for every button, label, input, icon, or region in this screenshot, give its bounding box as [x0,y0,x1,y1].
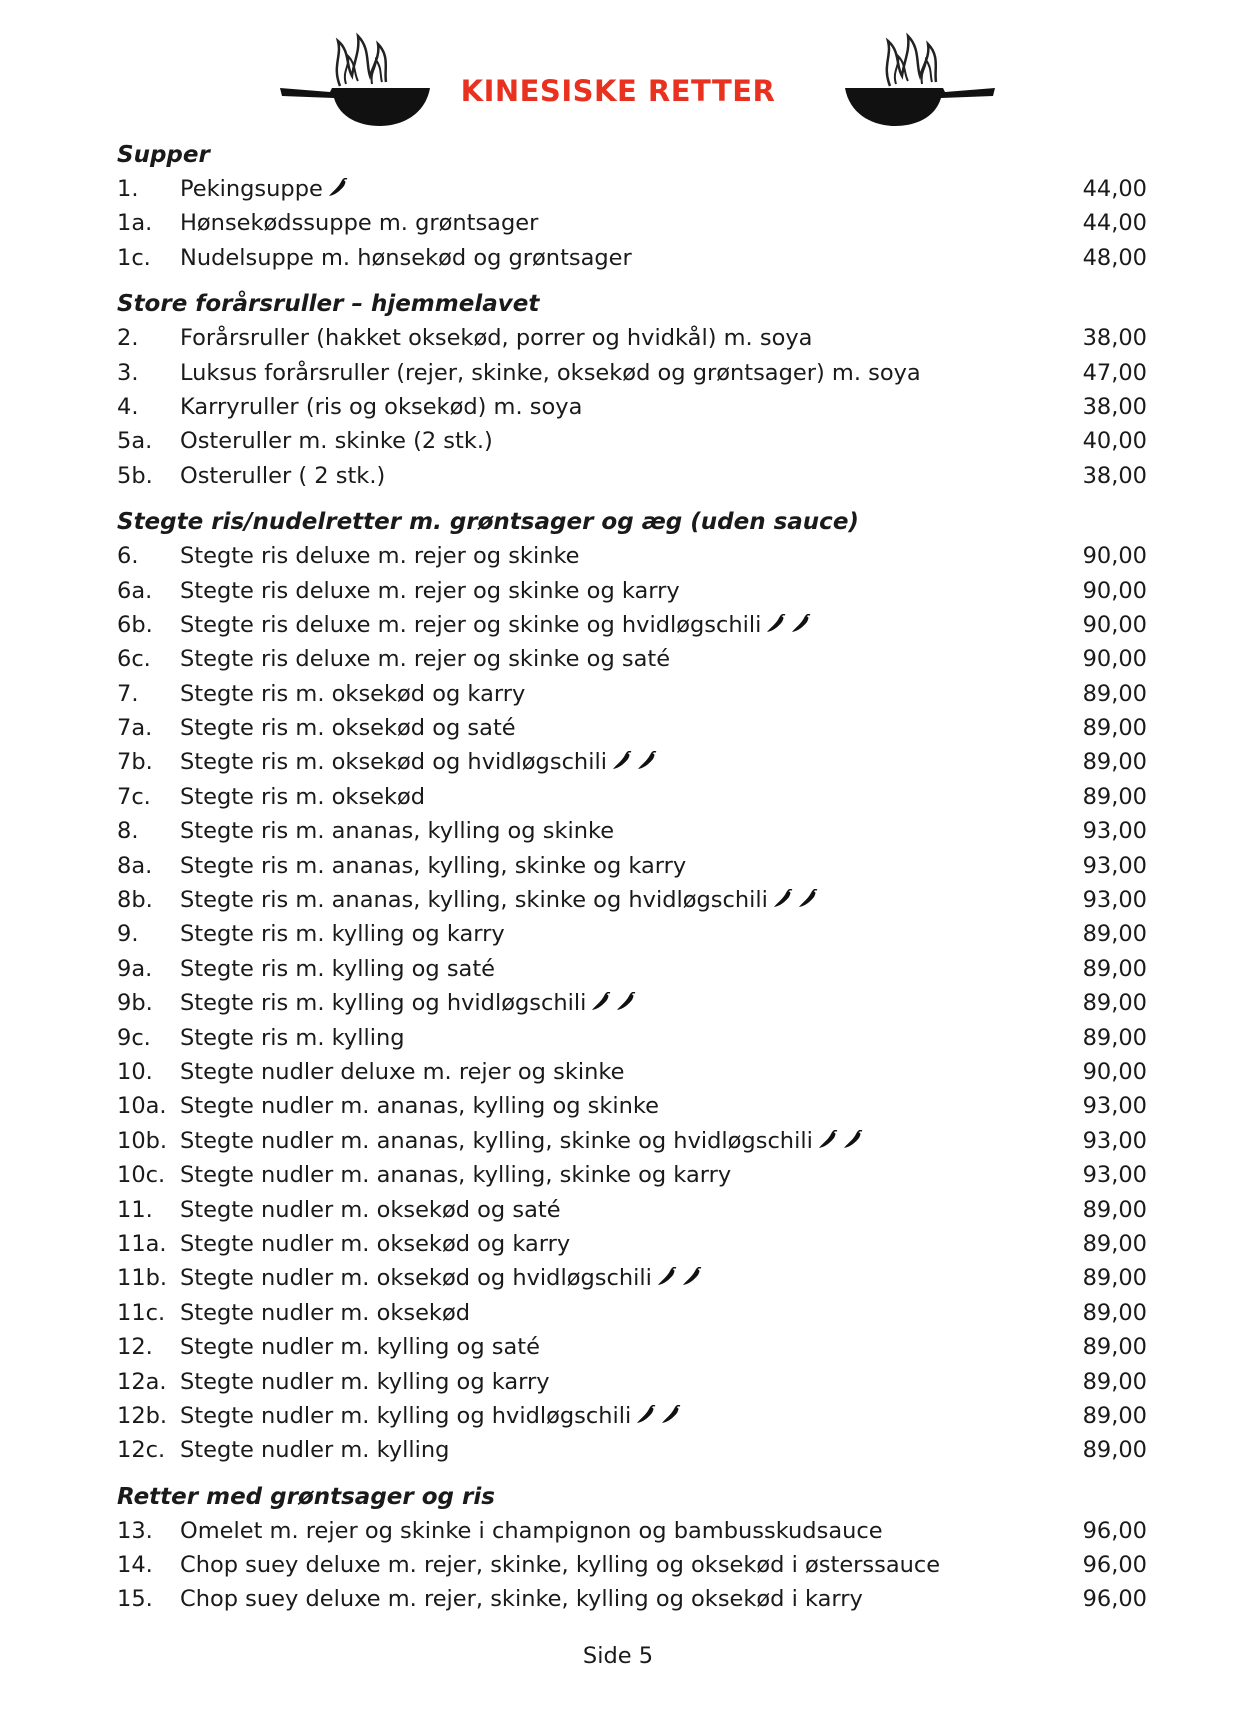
item-price: 89,00 [1082,1230,1147,1257]
menu-item [117,1089,1147,1123]
menu-item [117,1124,1147,1158]
item-name: Stegte ris m. kylling og hvidløgschili [180,990,587,1017]
item-number: 14. [117,1552,153,1579]
menu-item [117,1055,1147,1089]
item-price: 89,00 [1082,1196,1147,1223]
item-price: 96,00 [1082,1586,1147,1613]
menu-item [117,745,1147,779]
item-name-wrap [180,814,614,848]
item-name-wrap [180,642,670,676]
item-name: Stegte nudler m. kylling [180,1437,450,1464]
item-name-wrap [180,1365,550,1399]
item-price: 89,00 [1082,990,1147,1017]
item-name-wrap [180,608,811,642]
item-price: 89,00 [1082,921,1147,948]
item-name: Stegte ris m. kylling [180,1024,405,1051]
item-price: 93,00 [1082,1093,1147,1120]
item-number: 9b. [117,990,153,1017]
item-number: 6. [117,543,139,570]
item-name-wrap [180,677,525,711]
menu-item [117,1433,1147,1467]
item-name: Stegte ris m. kylling og saté [180,955,496,982]
item-price: 38,00 [1082,462,1147,489]
item-name: Nudelsuppe m. hønsekød og grøntsager [180,244,632,271]
menu-item [117,780,1147,814]
item-name-wrap [180,952,495,986]
section-title: Stegte ris/nudelretter m. grøntsager og æg (uden sauce) [117,509,859,536]
item-name: Stegte nudler m. kylling og saté [180,1334,540,1361]
item-name-wrap [180,390,582,424]
item-number: 8a. [117,852,153,879]
item-number: 5a. [117,428,153,455]
item-price: 38,00 [1082,393,1147,420]
menu-item [117,1399,1147,1433]
item-name: Stegte ris m. ananas, kylling, skinke og karry [180,852,687,879]
item-number: 7. [117,680,139,707]
item-name-wrap [180,1193,561,1227]
item-name-wrap [180,424,493,458]
item-name-wrap [180,321,812,355]
section-title: Supper [117,142,210,168]
item-name-wrap [180,1330,540,1364]
item-number: 7a. [117,715,153,742]
chili-icon [816,1126,838,1146]
menu-item [117,849,1147,883]
item-name-wrap [180,1399,681,1433]
menu-item [117,424,1147,458]
page-title: KINESISKE RETTER [460,74,776,108]
item-price: 89,00 [1082,680,1147,707]
menu-item [117,1330,1147,1364]
item-name: Stegte ris m. oksekød og karry [180,680,526,707]
item-name: Stegte ris m. ananas, kylling og skinke [180,818,615,845]
item-name-wrap [180,574,680,608]
item-name-wrap [180,206,538,240]
menu-item [117,1548,1147,1582]
item-number: 10c. [117,1162,166,1189]
menu-item [117,1296,1147,1330]
page-number: Side 5 [582,1643,654,1669]
menu-item [117,356,1147,390]
item-number: 11c. [117,1299,166,1326]
menu-item [117,1365,1147,1399]
item-name-wrap [180,711,516,745]
item-number: 6a. [117,577,153,604]
item-name-wrap [180,986,636,1020]
item-number: 6b. [117,611,153,638]
item-name: Hønsekødssuppe m. grøntsager [180,210,539,237]
menu-item [117,814,1147,848]
item-number: 10a. [117,1093,167,1120]
item-number: 8b. [117,887,153,914]
item-name: Osteruller m. skinke (2 stk.) [180,428,493,455]
item-name-wrap [180,1296,470,1330]
chili-icon [680,1263,702,1283]
item-number: 1. [117,176,139,202]
item-name-wrap [180,459,385,493]
menu-item [117,1193,1147,1227]
item-name: Omelet m. rejer og skinke i champignon og bambusskudsauce [180,1517,883,1544]
item-price: 93,00 [1082,818,1147,845]
menu-item [117,608,1147,642]
item-name: Chop suey deluxe m. rejer, skinke, kylling og oksekød i karry [180,1586,863,1613]
item-name-wrap [180,1158,731,1192]
item-name: Stegte nudler m. ananas, kylling og skinke [180,1093,660,1120]
item-name-wrap [180,883,818,917]
item-price: 90,00 [1082,1058,1147,1085]
item-number: 13. [117,1517,153,1544]
item-name-wrap [180,1261,702,1295]
item-name-wrap [180,745,657,779]
item-name: Osteruller ( 2 stk.) [180,462,386,489]
item-name: Stegte ris m. ananas, kylling, skinke og hvidløgschili [180,887,768,914]
item-price: 89,00 [1082,1024,1147,1051]
item-price: 89,00 [1082,783,1147,810]
item-number: 15. [117,1586,153,1613]
item-price: 89,00 [1082,749,1147,776]
item-price: 89,00 [1082,955,1147,982]
item-price: 96,00 [1082,1517,1147,1544]
item-name-wrap [180,1433,449,1467]
chili-icon [655,1263,677,1283]
item-name: Chop suey deluxe m. rejer, skinke, kylling og oksekød i østerssauce [180,1552,941,1579]
chili-icon [764,610,786,630]
item-price: 48,00 [1082,244,1147,271]
item-name-wrap [180,1227,570,1261]
menu-header [0,18,1236,128]
menu-item [117,206,1147,240]
menu-item [117,390,1147,424]
item-price: 89,00 [1082,1265,1147,1292]
item-number: 11a. [117,1230,167,1257]
item-price: 96,00 [1082,1552,1147,1579]
item-name-wrap [180,849,686,883]
item-number: 1a. [117,210,153,237]
chili-icon [796,885,818,905]
item-number: 7c. [117,783,151,810]
item-number: 7b. [117,749,153,776]
item-name: Stegte nudler m. oksekød [180,1299,471,1326]
item-name: Stegte ris m. oksekød [180,783,426,810]
section-title: Retter med grøntsager og ris [117,1483,495,1510]
menu-item [117,321,1147,355]
item-name-wrap [180,1514,883,1548]
item-name-wrap [180,1582,863,1616]
item-name: Stegte ris deluxe m. rejer og skinke og saté [180,646,671,673]
menu-item [117,1582,1147,1616]
item-number: 4. [117,393,139,420]
item-number: 12. [117,1334,153,1361]
menu-item [117,241,1147,275]
menu-item [117,986,1147,1020]
item-name-wrap [180,1124,863,1158]
menu-item [117,172,1147,206]
item-price: 44,00 [1082,210,1147,237]
menu-item [117,574,1147,608]
item-number: 2. [117,325,139,352]
menu-item [117,1158,1147,1192]
item-number: 9c. [117,1024,151,1051]
item-price: 89,00 [1082,715,1147,742]
item-price: 89,00 [1082,1368,1147,1395]
item-name: Stegte nudler m. ananas, kylling, skinke og hvidløgschili [180,1127,813,1154]
chili-icon [634,1401,656,1421]
section-title: Store forårsruller – hjemmelavet [117,291,540,318]
item-name: Stegte ris m. kylling og karry [180,921,505,948]
item-name: Stegte nudler m. oksekød og saté [180,1196,561,1223]
item-name-wrap [180,1089,659,1123]
item-name: Stegte ris deluxe m. rejer og skinke og hvidløgschili [180,611,762,638]
item-name: Stegte ris m. oksekød og hvidløgschili [180,749,607,776]
item-name: Stegte ris deluxe m. rejer og skinke [180,543,580,570]
menu-item [117,459,1147,493]
item-name: Stegte nudler m. oksekød og hvidløgschili [180,1265,652,1292]
item-name-wrap [180,241,632,275]
menu-item [117,642,1147,676]
item-price: 89,00 [1082,1402,1147,1429]
item-number: 12b. [117,1402,168,1429]
item-number: 8. [117,818,139,845]
item-price: 90,00 [1082,611,1147,638]
item-name-wrap [180,172,348,206]
menu-item [117,883,1147,917]
menu-item [117,1514,1147,1548]
item-price: 93,00 [1082,887,1147,914]
item-name-wrap [180,1548,940,1582]
item-number: 5b. [117,462,153,489]
item-name: Stegte nudler m. ananas, kylling, skinke og karry [180,1162,732,1189]
chili-icon [326,174,348,194]
item-price: 89,00 [1082,1299,1147,1326]
item-price: 44,00 [1082,176,1147,202]
item-number: 9a. [117,955,153,982]
item-price: 89,00 [1082,1334,1147,1361]
item-name: Karryruller (ris og oksekød) m. soya [180,393,583,420]
item-price: 93,00 [1082,1162,1147,1189]
item-number: 10b. [117,1127,168,1154]
item-name: Stegte nudler deluxe m. rejer og skinke [180,1058,625,1085]
item-number: 12c. [117,1437,166,1464]
item-name: Forårsruller (hakket oksekød, porrer og hvidkål) m. soya [180,325,813,352]
item-number: 9. [117,921,139,948]
item-price: 89,00 [1082,1437,1147,1464]
item-price: 93,00 [1082,1127,1147,1154]
item-name: Pekingsuppe [180,176,323,202]
item-number: 1c. [117,244,151,271]
menu-item [117,1021,1147,1055]
item-price: 40,00 [1082,428,1147,455]
item-price: 47,00 [1082,359,1147,386]
chili-icon [659,1401,681,1421]
item-name-wrap [180,780,425,814]
item-name: Stegte ris m. oksekød og saté [180,715,516,742]
item-price: 90,00 [1082,577,1147,604]
item-name: Stegte nudler m. oksekød og karry [180,1230,571,1257]
item-price: 93,00 [1082,852,1147,879]
item-name-wrap [180,917,505,951]
item-price: 38,00 [1082,325,1147,352]
item-number: 11b. [117,1265,168,1292]
item-name: Luksus forårsruller (rejer, skinke, oksekød og grøntsager) m. soya [180,359,921,386]
item-name: Stegte nudler m. kylling og hvidløgschili [180,1402,632,1429]
chili-icon [610,747,632,767]
menu-item [117,539,1147,573]
menu-item [117,952,1147,986]
chili-icon [589,988,611,1008]
menu-item [117,711,1147,745]
item-number: 3. [117,359,139,386]
menu-item [117,1261,1147,1295]
menu-list [117,138,1147,1617]
chili-icon [614,988,636,1008]
menu-item [117,1227,1147,1261]
item-number: 10. [117,1058,153,1085]
item-name: Stegte nudler m. kylling og karry [180,1368,550,1395]
chili-icon [789,610,811,630]
item-name-wrap [180,539,580,573]
chili-icon [771,885,793,905]
item-price: 90,00 [1082,646,1147,673]
item-number: 11. [117,1196,153,1223]
chili-icon [841,1126,863,1146]
menu-item [117,917,1147,951]
item-price: 90,00 [1082,543,1147,570]
chili-icon [635,747,657,767]
item-number: 12a. [117,1368,167,1395]
menu-item [117,677,1147,711]
wok-flame-icon [830,26,995,131]
item-number: 6c. [117,646,151,673]
item-name-wrap [180,356,921,390]
item-name-wrap [180,1055,624,1089]
item-name-wrap [180,1021,404,1055]
item-name: Stegte ris deluxe m. rejer og skinke og karry [180,577,680,604]
